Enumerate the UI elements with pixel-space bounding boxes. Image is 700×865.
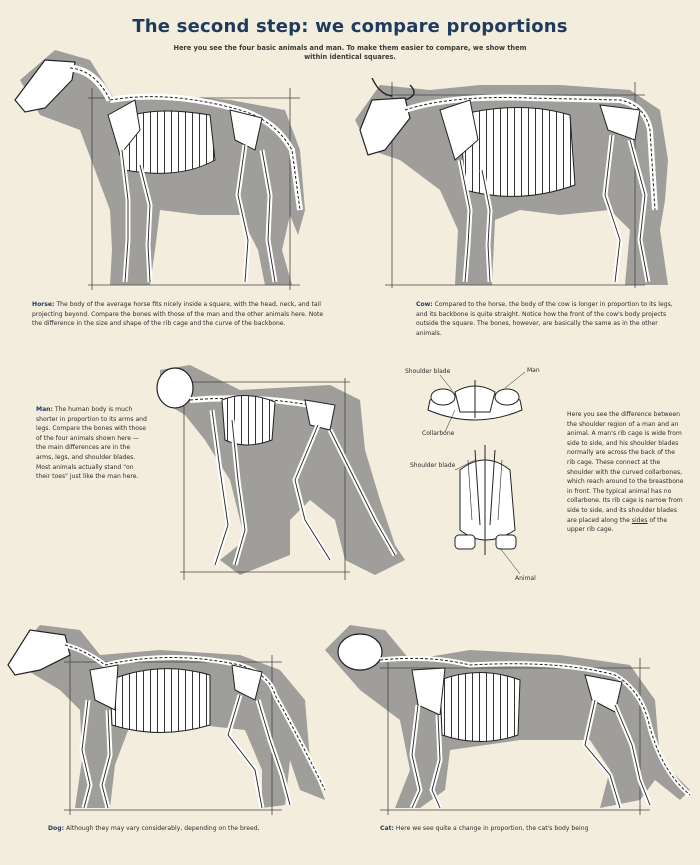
cow-illustration (355, 78, 668, 288)
shoulder-caption (567, 410, 685, 535)
cat-caption (380, 824, 680, 834)
label-shoulder-blade-animal: Shoulder blade (410, 462, 456, 469)
horse-caption-text: The body of the average horse fits nicely inside a square, with the head, neck, and tail projecting beyond. Compare the bones with those of the man and the other animals here. Note the difference in the size and shape of the rib cage and the curve of the backbone. (32, 301, 324, 328)
page-subtitle: Here you see the four basic animals and man. To make them easier to compare, we show them within identical squares. (173, 44, 527, 61)
cow-caption (416, 300, 681, 338)
man-caption (36, 405, 148, 482)
cat-caption-label: Cat: (380, 825, 394, 832)
dog-illustration (8, 625, 325, 815)
dog-caption-text: Although they may vary considerably, depending on the breed, (65, 825, 260, 832)
horse-caption (32, 300, 327, 329)
label-collarbone: Collarbone (422, 430, 455, 437)
dog-caption (48, 824, 308, 834)
man-caption-label: Man: (36, 406, 53, 413)
shoulder-diagram-animal (455, 445, 520, 574)
label-shoulder-blade-man: Shoulder blade (405, 368, 451, 375)
horse-caption-label: Horse: (32, 301, 55, 308)
horse-illustration (15, 50, 305, 290)
shoulder-diagram-man (428, 372, 525, 432)
label-animal: Animal (515, 575, 536, 582)
shoulder-caption-text-a: Here you see the difference between the shoulder region of a man and an animal. A man's rib cage is wide from side to side, and his shoulder blades normally are across the back of the rib cage. These connect at the shoulder with the curved collarbones, which reach around to the breastbone in front. The typical animal has no collarbone. Its rib cage is narrow from side to side, and its shoulder blades are placed along the (567, 411, 684, 524)
shoulder-caption-sides: sides (631, 516, 648, 524)
cow-caption-label: Cow: (416, 301, 433, 308)
man-caption-text: The human body is much shorter in proportion to its arms and legs. Compare the bones with those of the four animals shown here — the main differences are in the arms, legs, and shoulder blades. Most animals actually stand "on their toes" just like the man here. (36, 406, 147, 481)
dog-caption-label: Dog: (48, 825, 65, 832)
label-man: Man (527, 367, 540, 374)
cat-illustration (325, 625, 690, 815)
cow-caption-text: Compared to the horse, the body of the cow is longer in proportion to its legs, and its backbone is quite straight. Notice how the front of the cow's body projects outside the square. The bones, however, are basically the same as in the other animals. (416, 301, 673, 337)
shoulder-caption-text-b: of the upper rib cage. (567, 516, 668, 534)
cat-caption-text: Here we see quite a change in proportion, the cat's body being (395, 825, 589, 832)
page-title: The second step: we compare proportions (132, 16, 568, 37)
man-illustration (157, 365, 405, 580)
